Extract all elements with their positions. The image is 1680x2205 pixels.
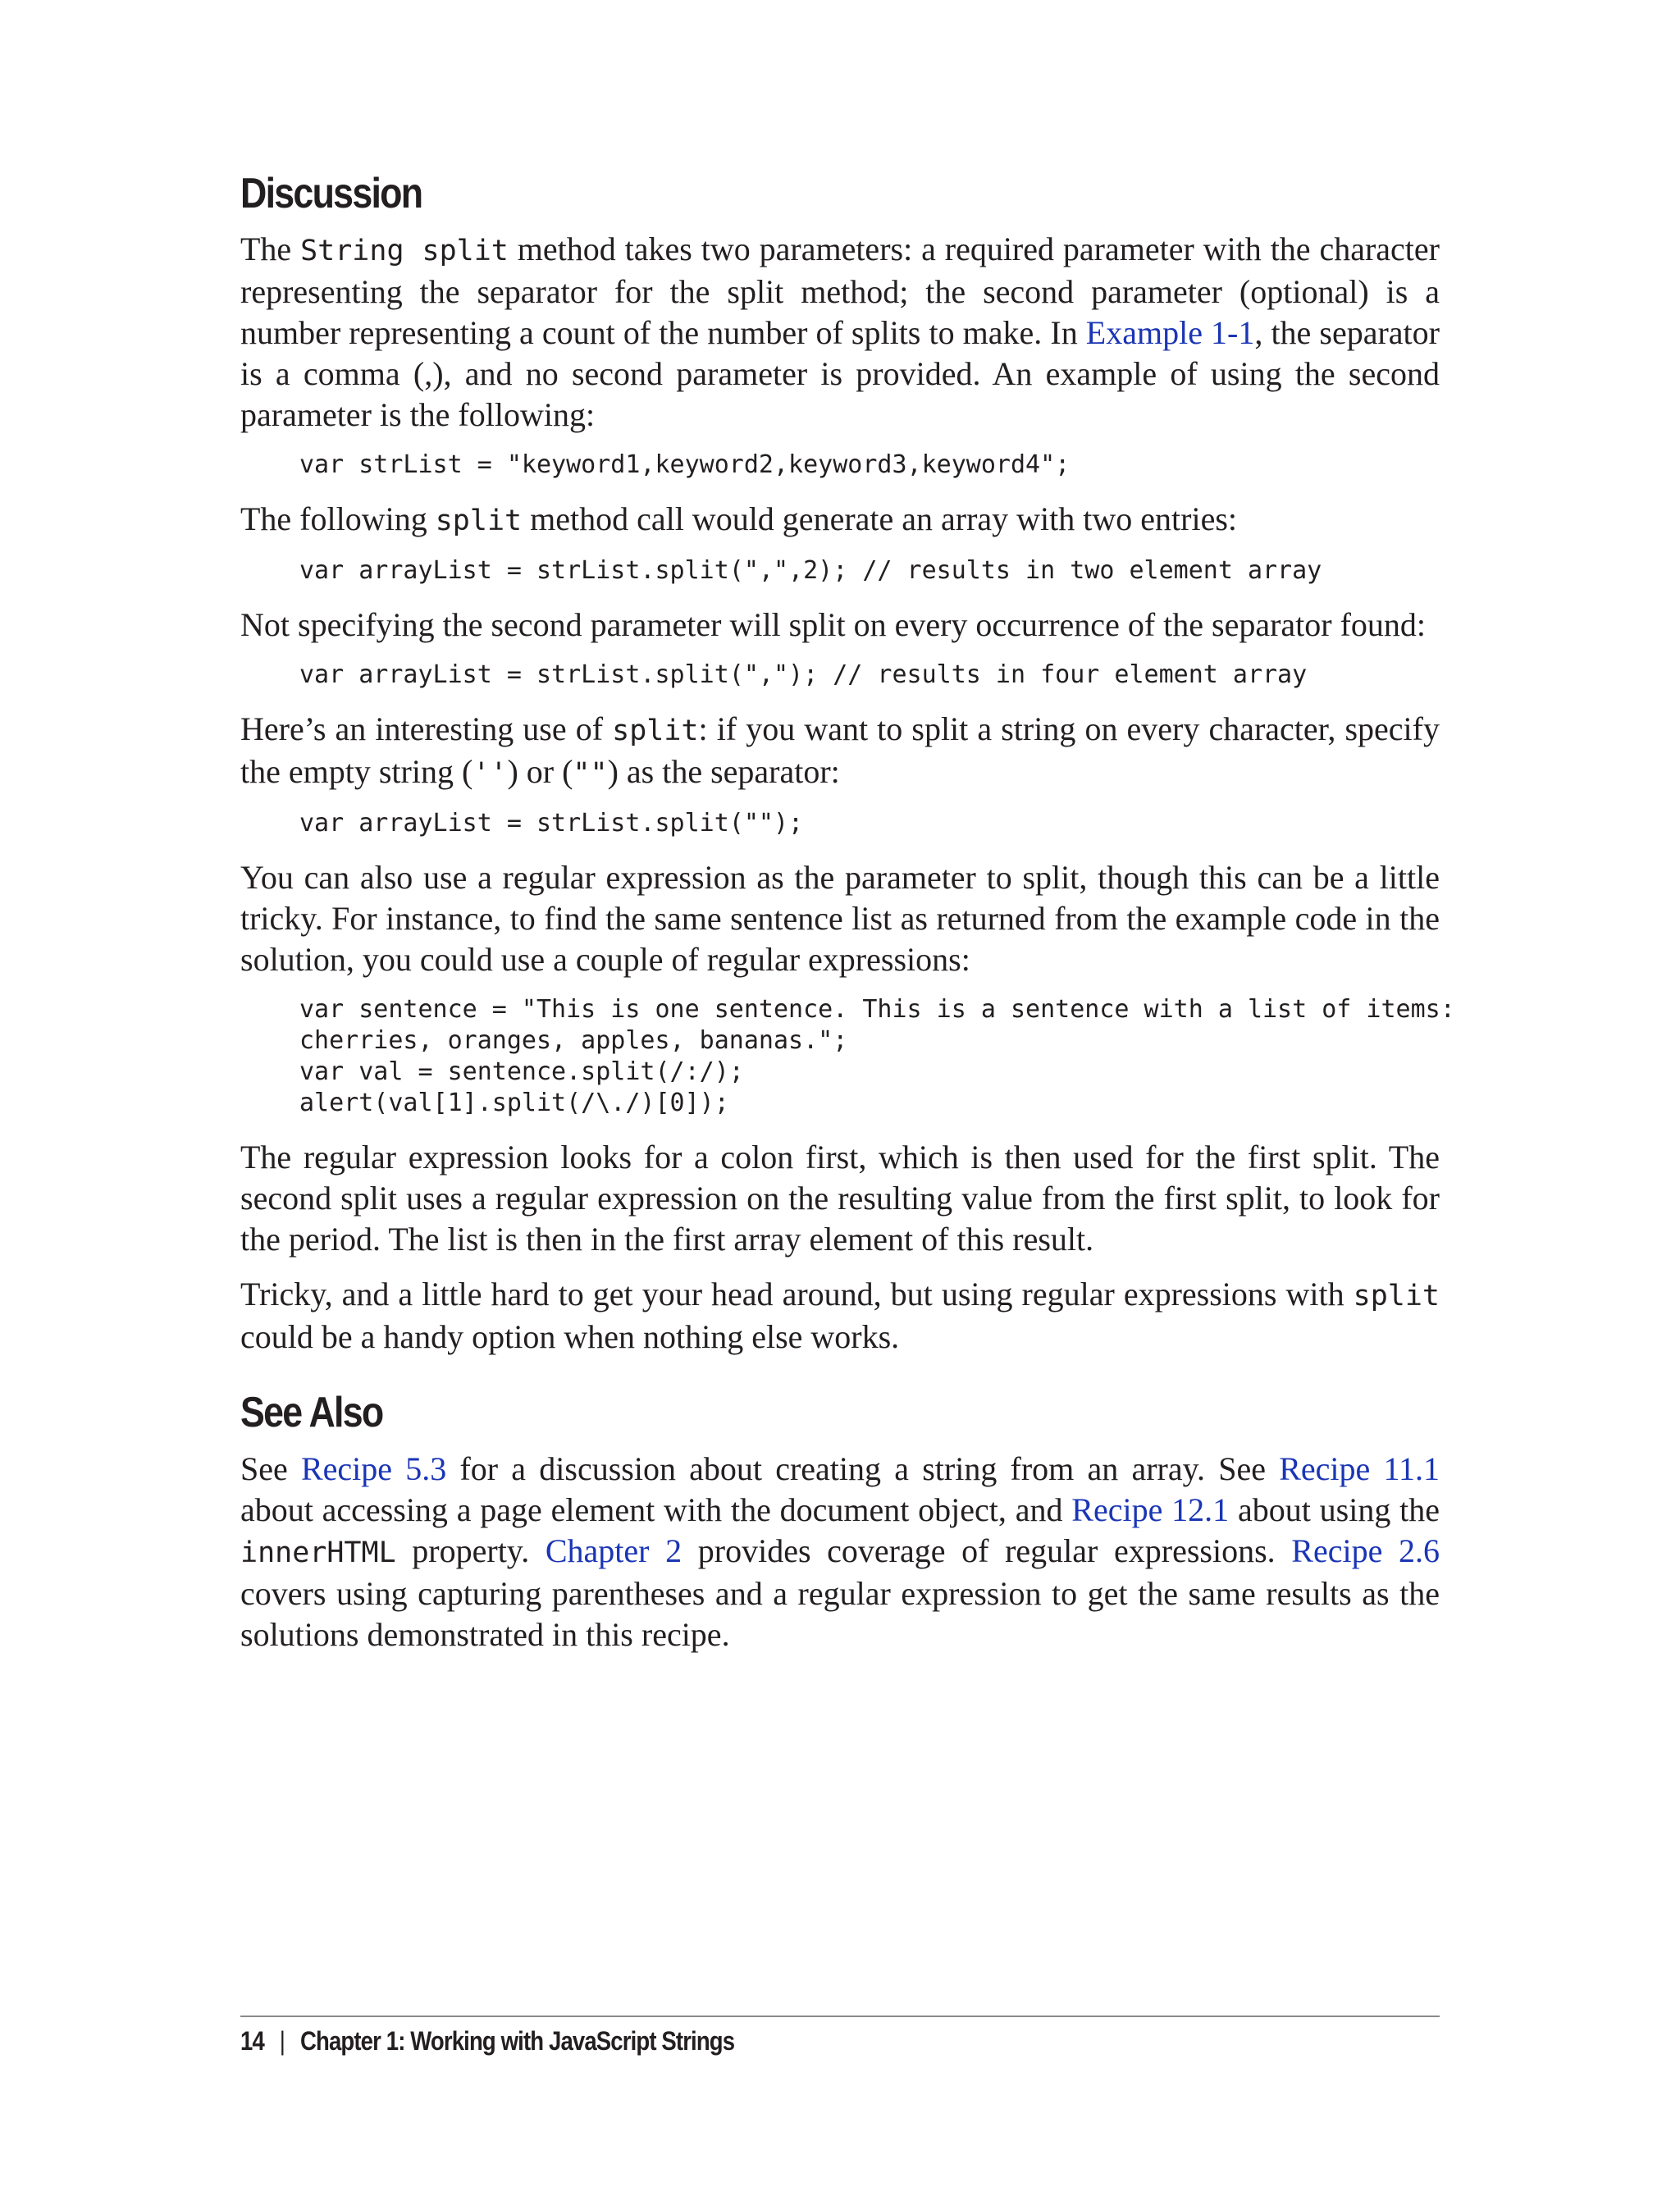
discussion-paragraph-6: The regular expression looks for a colon first, which is then used for the first split. The second split uses a regular expression on the resulting value from the first split, to look for the period. The list is then in the first array element of this result. bbox=[240, 1139, 1440, 1258]
text-run: : if you want to split a string on every character, specify the empty string ( bbox=[240, 710, 1440, 791]
text-run: The following bbox=[240, 500, 436, 538]
text-run: See bbox=[240, 1449, 301, 1487]
discussion-paragraph-3: Not specifying the second parameter will split on every occurrence of the separator found: bbox=[240, 606, 1427, 644]
code-block-3: var arrayList = strList.split(","); // results in four element array bbox=[299, 660, 1308, 690]
discussion-paragraph-2 bbox=[240, 499, 1440, 541]
code-block-4: var arrayList = strList.split(""); bbox=[299, 809, 804, 838]
code-block-5: var sentence = "This is one sentence. This is a sentence with a list of items: cherries, oranges, apples, bananas."; var val = sentence.split(/:/); alert(val[1].split(/\./)[0]); bbox=[299, 995, 1455, 1118]
text-run: provides coverage of regular expressions. bbox=[682, 1532, 1292, 1569]
footer-separator: | bbox=[279, 2026, 285, 2056]
text-run: ) as the separator: bbox=[607, 753, 840, 791]
text-run: about accessing a page element with the document object, and bbox=[240, 1491, 1072, 1528]
text-run: The bbox=[240, 231, 301, 268]
recipe-11-1-link[interactable]: Recipe 11.1 bbox=[1279, 1449, 1440, 1487]
text-run: Here’s an interesting use of bbox=[240, 710, 613, 748]
page-footer bbox=[240, 2026, 734, 2057]
discussion-paragraph-1 bbox=[240, 229, 1440, 436]
recipe-5-3-link[interactable]: Recipe 5.3 bbox=[300, 1449, 447, 1487]
see-also-heading: See Also bbox=[240, 1389, 383, 1437]
recipe-2-6-link[interactable]: Recipe 2.6 bbox=[1291, 1532, 1440, 1569]
text-run: about using the bbox=[1229, 1491, 1440, 1528]
text-run: could be a handy option when nothing else works. bbox=[240, 1318, 900, 1356]
inline-code: "" bbox=[573, 757, 608, 791]
page-number: 14 bbox=[240, 2026, 264, 2056]
discussion-paragraph-4 bbox=[240, 709, 1440, 794]
text-run: method call would generate an array with two entries: bbox=[522, 500, 1238, 538]
inline-code: String split bbox=[300, 235, 509, 268]
inline-code: split bbox=[1353, 1280, 1440, 1313]
inline-code: split bbox=[612, 714, 699, 748]
code-block-1: var strList = "keyword1,keyword2,keyword3,keyword4"; bbox=[299, 450, 1071, 480]
text-run: , the separator is a comma (,), and no second parameter is provided. An example of using the second parameter is the following: bbox=[240, 314, 1440, 434]
chapter-2-link[interactable]: Chapter 2 bbox=[545, 1532, 682, 1569]
inline-code: '' bbox=[472, 757, 508, 791]
chapter-title: Chapter 1: Working with JavaScript Strings bbox=[300, 2026, 735, 2056]
text-run: covers using capturing parentheses and a regular expression to get the same results as the solutions demonstrated in this recipe. bbox=[240, 1574, 1440, 1653]
inline-code: split bbox=[435, 504, 523, 538]
discussion-paragraph-7 bbox=[240, 1274, 1440, 1358]
text-run: Tricky, and a little hard to get your head around, but using regular expressions with bbox=[240, 1276, 1354, 1313]
code-block-2: var arrayList = strList.split(",",2); // results in two element array bbox=[299, 556, 1322, 586]
discussion-heading: Discussion bbox=[240, 170, 422, 217]
text-run: method takes two parameters: a required parameter with the character representing the separator for the split method; the second parameter (optional) is a number representing a count of the number of splits to make. In bbox=[240, 231, 1440, 352]
text-run: for a discussion about creating a string from an array. See bbox=[446, 1449, 1280, 1487]
text-run: property. bbox=[395, 1532, 546, 1569]
see-also-paragraph bbox=[240, 1449, 1440, 1655]
text-run: ) or ( bbox=[507, 753, 573, 791]
footer-divider bbox=[240, 2016, 1440, 2017]
page-content bbox=[240, 168, 1455, 1669]
example-1-1-link[interactable]: Example 1-1 bbox=[1085, 314, 1255, 352]
inline-code: innerHTML bbox=[240, 1536, 396, 1569]
discussion-paragraph-5: You can also use a regular expression as the parameter to split, though this can be a little tricky. For instance, to find the same sentence list as returned from the example code in the solution, you could use a couple of regular expressions: bbox=[240, 859, 1440, 979]
recipe-12-1-link[interactable]: Recipe 12.1 bbox=[1071, 1491, 1230, 1528]
